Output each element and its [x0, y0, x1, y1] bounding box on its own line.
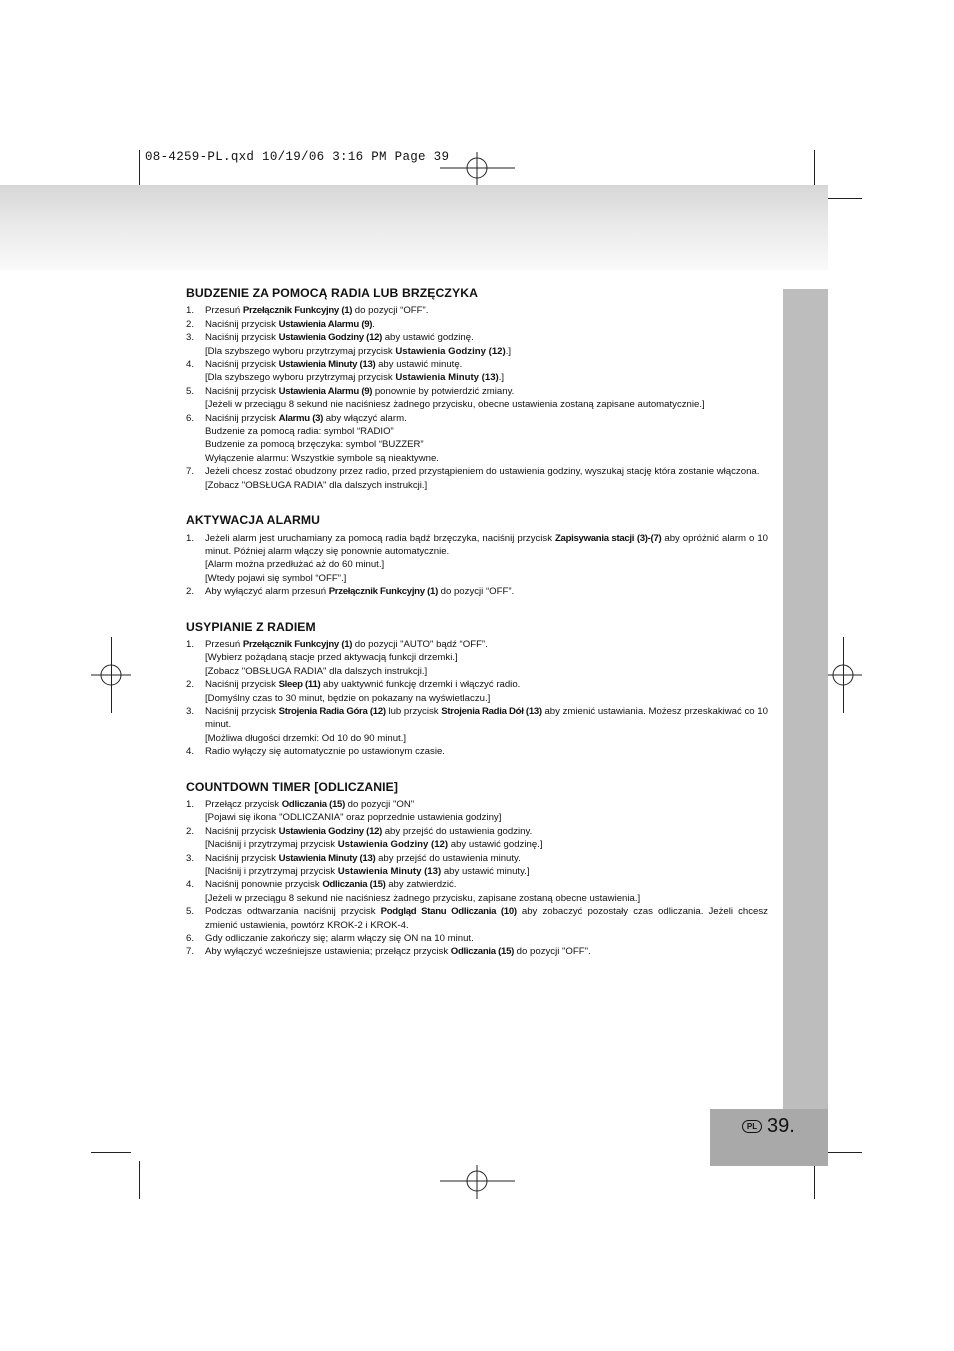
- note-text: [Wybierz pożądaną stacje przed aktywacją funkcji drzemki.]: [205, 652, 458, 664]
- item-note: [186, 651, 768, 664]
- item-number: 4.: [186, 879, 195, 891]
- list-item: [186, 585, 768, 598]
- button-reference: Przełącznik Funkcyjny (1): [242, 305, 353, 317]
- item-text: Naciśnij przycisk: [205, 385, 279, 397]
- item-number: 2.: [186, 679, 195, 691]
- list-item: [186, 798, 768, 811]
- item-number: 2.: [186, 825, 195, 837]
- note-text: aby ustawić godzinę.]: [448, 839, 543, 851]
- button-reference: Ustawienia Godziny (12): [278, 332, 383, 344]
- item-text: Naciśnij przycisk: [205, 332, 279, 344]
- page-number: [742, 1115, 795, 1138]
- item-note: [186, 558, 768, 571]
- print-slug: 08-4259-PL.qxd 10/19/06 3:16 PM Page 39: [145, 150, 450, 164]
- item-text: Naciśnij przycisk: [205, 852, 279, 864]
- item-number: 1.: [186, 799, 195, 810]
- button-reference: Zapisywania stacji (3)-(7): [555, 532, 662, 544]
- button-reference: Ustawienia Minuty (13): [337, 866, 442, 878]
- button-reference: Ustawienia Minuty (13): [278, 359, 376, 371]
- button-reference: Ustawienia Minuty (13): [395, 372, 499, 384]
- item-text: Jeżeli chcesz zostać obudzony przez radio, przed przystąpieniem do ustawienia godziny, wyszukaj stację która zostanie włączona.: [205, 466, 760, 478]
- list-item: [186, 638, 768, 651]
- note-text: .]: [498, 372, 505, 384]
- item-text: aby uaktywnić funkcję drzemki i włączyć radio.: [320, 679, 521, 691]
- button-reference: Strojenia Radia Dół (13): [441, 705, 542, 717]
- item-number: 6.: [186, 933, 195, 945]
- button-reference: Strojenia Radia Góra (12): [278, 705, 386, 717]
- item-note: [186, 345, 768, 358]
- item-text: aby ustawić godzinę.: [382, 332, 474, 344]
- list-item: [186, 678, 768, 691]
- note-text: [Alarm można przedłużać aż do 60 minut.]: [205, 559, 385, 571]
- item-text: Naciśnij przycisk: [205, 705, 279, 717]
- item-number: 4.: [186, 359, 195, 371]
- item-number: 5.: [186, 385, 195, 397]
- item-note: [186, 438, 768, 451]
- list-item: [186, 358, 768, 371]
- item-text: do pozycji "AUTO" bądź “OFF”.: [352, 638, 488, 650]
- note-text: [Zobacz "OBSŁUGA RADIA" dla dalszych instrukcji.]: [205, 479, 428, 491]
- note-text: [Domyślny czas to 30 minut, będzie on pokazany na wyświetlaczu.]: [205, 692, 491, 704]
- item-text: Naciśnij przycisk: [205, 318, 279, 330]
- button-reference: Ustawienia Alarmu (9): [278, 318, 373, 330]
- list-item: [186, 318, 768, 331]
- item-text: Przełącz przycisk: [205, 799, 282, 810]
- list-item: [186, 532, 768, 559]
- header-gradient-band: [0, 185, 828, 270]
- list-item: [186, 385, 768, 398]
- item-text: Przesuń: [205, 638, 243, 650]
- item-text: .: [372, 318, 375, 330]
- item-text: aby włączyć alarm.: [323, 412, 407, 424]
- item-number: 1.: [186, 532, 195, 544]
- item-text: Naciśnij przycisk: [205, 359, 279, 371]
- item-note: [186, 425, 768, 438]
- button-reference: Ustawienia Alarmu (9): [278, 385, 373, 397]
- item-note: [186, 892, 768, 905]
- item-text: do pozycji “OFF”.: [352, 305, 429, 317]
- manual-section: [186, 287, 768, 492]
- item-note: [186, 371, 768, 384]
- list-item: [186, 465, 768, 478]
- item-number: 7.: [186, 946, 195, 958]
- item-note: [186, 692, 768, 705]
- note-text: [Dla szybszego wyboru przytrzymaj przycisk: [205, 372, 396, 384]
- item-number: 3.: [186, 705, 195, 717]
- item-note: [186, 398, 768, 411]
- button-reference: Sleep (11): [278, 679, 321, 691]
- list-item: [186, 852, 768, 865]
- item-number: 3.: [186, 332, 195, 344]
- item-number: 5.: [186, 906, 195, 918]
- item-text: Aby wyłączyć alarm przesuń: [205, 586, 329, 598]
- note-text: Wyłączenie alarmu: Wszystkie symbole są nieaktywne.: [205, 452, 439, 464]
- item-text: aby opróżnić alarm o 10 minut. Później alarm włączy się ponownie automatycznie.: [205, 532, 768, 557]
- button-reference: Podgląd Stanu Odliczania (10): [380, 906, 517, 918]
- item-number: 3.: [186, 852, 195, 864]
- note-text: .]: [505, 345, 512, 357]
- list-item: [186, 412, 768, 425]
- list-item: [186, 825, 768, 838]
- item-number: 6.: [186, 412, 195, 424]
- list-item: [186, 304, 768, 317]
- button-reference: Ustawienia Minuty (13): [278, 852, 376, 864]
- item-text: Radio wyłączy się automatycznie po ustawionym czasie.: [205, 746, 445, 758]
- item-note: [186, 838, 768, 851]
- item-text: do pozycji "ON": [344, 799, 415, 810]
- manual-section: [186, 514, 768, 598]
- item-note: [186, 811, 768, 824]
- item-note: [186, 732, 768, 745]
- item-number: 7.: [186, 466, 195, 478]
- item-number: 2.: [186, 318, 195, 330]
- item-number: 2.: [186, 586, 195, 598]
- manual-section: [186, 621, 768, 759]
- item-text: Aby wyłączyć wcześniejsze ustawienia; przełącz przycisk: [205, 946, 451, 958]
- manual-section: [186, 781, 768, 959]
- button-reference: Ustawienia Godziny (12): [395, 345, 506, 357]
- button-reference: Odliczania (15): [322, 879, 386, 891]
- note-text: [Dla szybszego wyboru przytrzymaj przycisk: [205, 345, 396, 357]
- item-text: aby ustawić minutę.: [375, 359, 463, 371]
- item-text: lub przycisk: [385, 705, 442, 717]
- item-number: 1.: [186, 305, 195, 317]
- button-reference: Ustawienia Godziny (12): [278, 825, 383, 837]
- item-text: aby zatwierdzić.: [385, 879, 457, 891]
- button-reference: Odliczania (15): [281, 799, 345, 810]
- item-text: ponownie by potwierdzić zmiany.: [372, 385, 515, 397]
- note-text: Budzenie za pomocą brzęczyka: symbol “BUZZER”: [205, 439, 424, 451]
- button-reference: Przełącznik Funkcyjny (1): [328, 586, 438, 598]
- item-note: [186, 452, 768, 465]
- list-item: [186, 932, 768, 945]
- note-text: [Zobacz "OBSŁUGA RADIA" dla dalszych instrukcji.]: [205, 665, 428, 677]
- item-text: Naciśnij przycisk: [205, 679, 279, 691]
- button-reference: Odliczania (15): [450, 946, 515, 958]
- manual-content: [186, 287, 768, 981]
- side-thumb-bar: [783, 289, 828, 1166]
- item-number: 1.: [186, 638, 195, 650]
- section-title: AKTYWACJA ALARMU: [186, 513, 321, 528]
- note-text: Budzenie za pomocą radia: symbol “RADIO”: [205, 426, 394, 438]
- list-item: [186, 878, 768, 891]
- note-text: [Naciśnij i przytrzymaj przycisk: [205, 839, 338, 851]
- note-text: aby ustawić minuty.]: [441, 866, 530, 878]
- section-title: COUNTDOWN TIMER [ODLICZANIE]: [186, 779, 398, 794]
- section-title: BUDZENIE ZA POMOCĄ RADIA LUB BRZĘCZYKA: [186, 286, 479, 300]
- item-note: [186, 572, 768, 585]
- note-text: [Naciśnij i przytrzymaj przycisk: [205, 866, 338, 878]
- item-text: Naciśnij przycisk: [205, 825, 279, 837]
- page-number-text: 39.: [767, 1115, 795, 1137]
- note-text: [Możliwa długości drzemki: Od 10 do 90 minut.]: [205, 732, 407, 744]
- item-text: aby przejść do ustawienia minuty.: [375, 852, 521, 864]
- list-item: [186, 945, 768, 958]
- item-text: Gdy odliczanie zakończy się; alarm włączy się ON na 10 minut.: [205, 933, 474, 945]
- note-text: [Pojawi się ikona "ODLICZANIA" oraz poprzednie ustawienia godziny]: [205, 812, 502, 824]
- item-text: do pozycji "OFF".: [514, 946, 591, 958]
- item-note: [186, 665, 768, 678]
- section-title: USYPIANIE Z RADIEM: [186, 619, 316, 634]
- item-text: Podczas odtwarzania naciśnij przycisk: [205, 906, 381, 918]
- item-text: do pozycji “OFF”.: [437, 586, 515, 598]
- list-item: [186, 705, 768, 732]
- item-text: aby zmienić ustawiania. Możesz przeskakiwać co 10 minut.: [205, 705, 768, 731]
- item-text: Naciśnij przycisk: [205, 412, 279, 424]
- language-badge-icon: PL: [742, 1120, 762, 1133]
- item-note: [186, 479, 768, 492]
- list-item: [186, 331, 768, 344]
- button-reference: Alarmu (3): [278, 412, 324, 424]
- item-note: [186, 865, 768, 878]
- list-item: [186, 745, 768, 758]
- item-text: Naciśnij ponownie przycisk: [205, 879, 323, 891]
- button-reference: Przełącznik Funkcyjny (1): [242, 638, 353, 650]
- item-number: 4.: [186, 746, 195, 758]
- item-text: Przesuń: [205, 305, 243, 317]
- item-text: Jeżeli alarm jest uruchamiany za pomocą radia bądź brzęczyka, naciśnij przycisk: [205, 532, 555, 544]
- note-text: [Jeżeli w przeciągu 8 sekund nie naciśniesz żadnego przycisku, obecne ustawienia zostaną zapisane automatycznie.]: [205, 399, 705, 411]
- button-reference: Ustawienia Godziny (12): [337, 839, 449, 851]
- item-text: aby zobaczyć pozostały czas odliczania. Jeżeli chcesz zmienić ustawienia, powtórz KROK-2 i KROK-4.: [205, 906, 768, 931]
- note-text: [Jeżeli w przeciągu 8 sekund nie naciśniesz żadnego przycisku, zapisane zostaną obecne ustawienia.]: [205, 892, 641, 904]
- item-text: aby przejść do ustawienia godziny.: [382, 825, 533, 837]
- note-text: [Wtedy pojawi się symbol “OFF”.]: [205, 572, 347, 584]
- list-item: [186, 905, 768, 932]
